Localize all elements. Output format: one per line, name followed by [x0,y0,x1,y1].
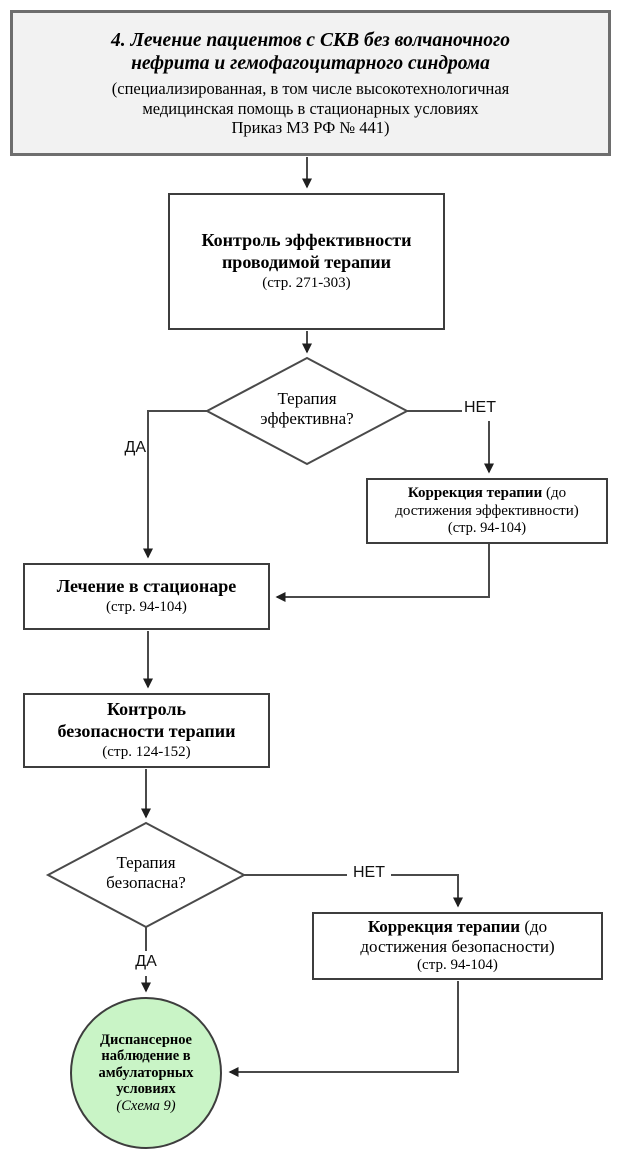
header-box [10,10,611,156]
node-title [383,485,591,520]
question-line1: Терапия [116,853,176,872]
question-line2: безопасна? [106,873,186,893]
node-control-effectiveness [168,193,445,330]
terminal-title-line4: условиях [116,1081,176,1098]
question-line1: Терапия [277,389,337,408]
terminal-title-line1: Диспансерное [100,1031,192,1048]
node-title-line2: проводимой терапии [221,252,392,273]
node-title-bold: Коррекция терапии [367,917,521,937]
node-title: Лечение в стационаре [56,576,237,597]
question-line2: эффективна? [260,409,354,429]
node-control-safety [23,693,270,768]
connector-correction1-to-inpatient [277,544,489,597]
node-correction-safety [312,912,603,980]
node-title-bold: Коррекция терапии [407,485,543,502]
decision-safety-question [76,853,216,894]
node-title [57,699,235,743]
page-subtitle-line3: Приказ МЗ РФ № 441) [231,118,390,138]
decision-effectiveness-question [237,389,377,430]
node-pages: (стр. 94-104) [417,957,498,974]
node-pages: (стр. 94-104) [447,519,527,536]
node-correction-effectiveness [366,478,608,544]
node-title-note: (до достижения безопасности) [360,917,555,957]
page-subtitle-line1: (специализированная, в том числе высокотехнологичная [111,79,510,99]
node-title-line2: безопасности терапии [57,721,236,742]
node-inpatient-treatment [23,563,270,630]
node-pages: (стр. 124-152) [102,744,191,761]
edge-label-yes-safety: ДА [124,953,168,971]
page-title [111,29,510,77]
terminal-title-line3: амбулаторных [98,1064,194,1081]
node-title-note: (до достижения эффективности) [395,485,579,519]
connector-no2-right-segment [389,875,458,906]
terminal-title-line2: наблюдение в [101,1048,191,1065]
terminal-title [99,1032,194,1098]
edge-label-yes-effectiveness: ДА [124,439,146,456]
node-pages: (стр. 94-104) [106,599,187,616]
node-dispensary-observation [70,997,222,1149]
node-title [202,230,412,274]
edge-label-no-safety: НЕТ [347,864,391,882]
connector-correction2-to-terminal [230,981,458,1072]
terminal-scheme-ref: (Схема 9) [116,1097,176,1114]
node-title [331,917,585,957]
node-title-line1: Контроль [107,699,186,720]
page-subtitle-line2: медицинская помощь в стационарных условиях [142,98,479,118]
page-title-line1: 4. Лечение пациентов с СКВ без волчаночного [111,29,510,51]
node-title-line1: Контроль эффективности [201,230,412,251]
page-subtitle [112,79,510,137]
connector-yes1 [148,411,207,557]
page-title-line2: нефрита и гемофагоцитарного синдрома [131,53,490,75]
node-pages: (стр. 271-303) [262,275,351,292]
edge-label-no-effectiveness: НЕТ [464,399,496,416]
